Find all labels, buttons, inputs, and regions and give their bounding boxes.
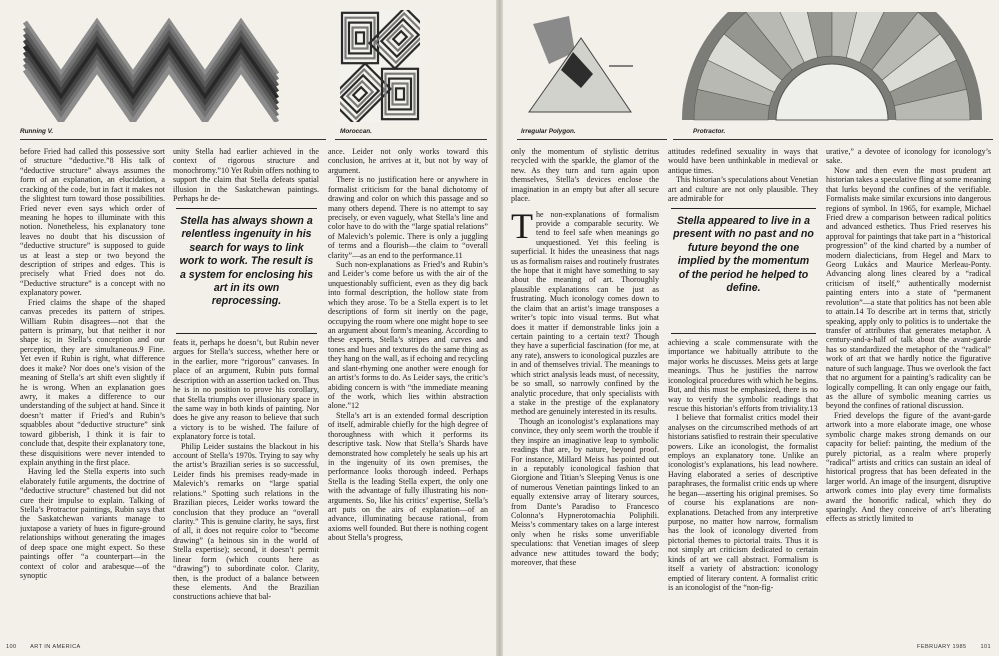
paragraph: he non-explanations of formalism provide a comparable security. We tend to feel safe when meanings go unquestioned. Yet this feeling is superficial. It hides the uneasiness that nags us as formalism raises and routinely frustrates the hope that it might have something to say about the meaning of art. Thoroughly plausible explanations can be just as frustrating. Much iconology comes down to the claim that an artist’s image transposes a writer’s topic into visual terms. But what does it matter if demonstrable links join a certain painting to a certain text? Though they have a superficial fascination (for me, at any rate), answers to iconological puzzles are in and of themselves trivial. The meanings to which strict analysis leads must, of necessity, be so small, so narrowly confined by the analytic procedure, that only specialists with a stake in the prestige of the explanatory method are genuinely interested in its results. <box>511 209 659 417</box>
paragraph: Though an iconologist’s explanations may convince, they only seem worth the trouble if they inspire an imaginative leap to symbolic readings that are, by nature, beyond proof. For instance, Millard Meiss has pointed out in a reputably iconological fashion that Giorgione and Titian’s Sleeping Venus is one of numerous Venetian paintings linked to an equally extensive array of literary sources, from Dante’s Paradiso to Francesco Colonna’s Hypnerotomachia Poliphili. Meiss’s commentary takes on a large interest only when he risks some unverifiable speculations: that Venetian images of sleep advance new attitudes toward the body; moreover, that these <box>511 416 659 568</box>
column-3 <box>328 147 488 641</box>
paragraph: ance. Leider not only works toward this conclusion, he arrives at it, but not by way of argument. <box>328 147 488 175</box>
protractor-artwork <box>673 12 991 124</box>
paragraph: Stella’s art is an extended formal description of itself, admirable chiefly for the high degree of thoroughness with which it performs its descriptive task. Now that Stella’s Shards have demonstrated how completely he seals up his art in the ingenuity of its own premises, the performance looks thorough indeed. Perhaps Stella is the leading Stella expert, the only one with the advantage of fully illustrating his non-arguments. So, like his critics’ expertise, Stella’s art puts on the airs of explanation—of an advance, illuminating because rational, from axioms well founded. But there is nothing cogent about Stella’s progress, <box>328 410 488 543</box>
magazine-title: ART IN AMERICA <box>30 644 81 650</box>
caption-rule <box>20 139 326 140</box>
drop-cap: T <box>511 205 533 246</box>
issue-date: FEBRUARY 1985 <box>917 644 967 650</box>
left-page <box>0 0 496 656</box>
paragraph: There is no justification here or anywhere in formalist criticism for the banal dichotomy of drawing and color on which this passage and so many others depend. There is no attempt to say precisely, or even vaguely, what Stella’s line and color have to do with the “large spatial relations” of Malevich’s polemic. There is only a juggling of terms and a flourish—the claim to “overall clarity”—as an end to the performance.11 <box>328 175 488 260</box>
page-number-right: 101 <box>980 644 991 650</box>
paragraph-with-drop-cap <box>511 205 659 417</box>
column-5b <box>668 338 818 641</box>
moroccan-artwork <box>340 10 420 122</box>
right-page <box>503 0 999 656</box>
paragraph: attitudes redefined sexuality in ways that would have been unthinkable in medieval or antique times. <box>668 147 818 175</box>
paragraph: urative,” a devotee of iconology for iconology’s sake. <box>826 147 991 166</box>
page-number-left: 100 <box>6 644 17 650</box>
column-2a <box>173 147 319 204</box>
pull-quote-right: Stella appeared to live in a present with no past and no future beyond the one implied by the momentum of the period he helped to define. <box>671 208 816 334</box>
paragraph: only the momentum of stylistic detritus recycled with the sparkle, the glamor of the new. As they turn and turn again upon themselves, Stella’s devices enclose the imagination in an empty but after all secure place. <box>511 147 659 204</box>
caption-moroccan: Moroccan. <box>340 128 372 135</box>
column-2b <box>173 338 319 641</box>
caption-running-v: Running V. <box>20 128 54 135</box>
paragraph: Such non-explanations as Fried’s and Rubin’s and Leider’s come before us with the air of the unquestionably sufficient, even as they dig back into formal description, the hollow state from which they arose. To be a Stella expert is to let descriptions of form sit inertly on the page, occupying the room where one might hope to see an argument about form’s meaning. According to these experts, Stella’s stripes and curves and tones and hues and textures do the same thing as they hang on the wall, as if echoing and recycling and slant-rhyming one another were enough for an artist’s forms to do. As Leider says, the critic’s abiding concern is with “the immediate meaning of the work, which lies within abstraction alone.”12 <box>328 260 488 411</box>
column-6 <box>826 147 991 641</box>
column-4 <box>511 147 659 641</box>
caption-rule <box>517 139 667 140</box>
pull-quote-left: Stella has always shown a relentless ingenuity in his search for ways to link work to work. The result is a system for enclosing his art in its own reprocessing. <box>176 208 317 334</box>
paragraph: Fried claims the shape of the shaped canvas precedes its pattern of stripes. William Rubin disagrees—not that the pattern is primary, but that neither it nor shape is; in Stella’s conception and our perception, they are simultaneous.9 Fine. Yet even if Rubin is right, what difference does it make? Nor does one’s vision of the meaning of Stella’s art shift even slightly if he is wrong. When an explanation goes awry, it makes a difference to our understanding of the subject at hand. Since it doesn’t matter if Fried’s and Rubin’s squabbles about “deductive structure” sink toward gibberish, I think it is fair to conclude that, despite their explanatory tone, these disquisitions were never intended to explain anything in the first place. <box>20 297 165 467</box>
paragraph: feats it, perhaps he doesn’t, but Rubin never argues for Stella’s success, whether here or in the earlier, more “rigorous” canvases. In place of an argument, Rubin puts formal description with an assertion tacked on. Thus he is in no position to prove his corollary, that Stella triumphs over illusionary space in the same way in both kinds of painting. Nor does he give any reason to believe that such a victory is to be wished. The failure of explanatory force is total. <box>173 338 319 442</box>
column-1 <box>20 147 165 641</box>
paragraph: Philip Leider sustains the blackout in his account of Stella’s 1970s. Trying to say why the artist’s Brazilian series is so successful, Leider finds his premises ready-made in Malevich’s remarks on “large spatial relations.” Spotting such relations in the Brazilian pieces, Leider works toward the conclusion that they produce an “overall clarity.” This is genuine clarity, he says, first of all, it does not require color to “become drawing” (a heinous sin in the world of Stella expertise); second, it doesn’t permit linear form (which counts here as “drawing”) to subordinate color. Clarity, then, is the product of a balance between these elements. And the Brazilian constructions achieve that bal- <box>173 441 319 602</box>
irregular-polygon-artwork <box>523 12 643 124</box>
paragraph: This historian’s speculations about Venetian art and culture are not only plausible. They are admirable for <box>668 175 818 204</box>
center-gutter <box>496 0 503 656</box>
paragraph: I believe that formalist critics model their analyses on the circumscribed methods of art historians satisfied to restrain their speculative powers. Like an iconologist, the formalist employs an explanatory tone. Unlike an iconologist’s explanations, his lead nowhere. Having elaborated a series of descriptive paraphrases, the formalist critic ends up where he began—asserting his original premises. So of course his explanations are non-explanations. Detached from any interpretive purpose, no matter how narrow, formalism has the look of iconology diverted from pictorial themes to pictorial traits. Thus it is not simply art criticism dedicated to certain kinds of art we call abstract. Formalism is itself a variety of abstraction: iconology emptied of literary content. A formalist critic is an iconologist of the “non-fig- <box>668 413 818 592</box>
paragraph: unity Stella had earlier achieved in the context of rigorous structure and monochromy.”10 Yet Rubin offers nothing to support the claim that Stella defeats spatial illusion in the Saskatchewan paintings. Perhaps he de- <box>173 147 319 204</box>
running-v-artwork <box>22 12 280 122</box>
paragraph: before Fried had called this possessive sort of structure “deductive.”8 His talk of “deductive structure” always assumes the form of an explanation, an elucidation, a cracking of the code, but in fact it makes not the slightest turn toward those possibilities. Fried never even says which order of meaning he hopes to illuminate with this notion. Nonetheless, his explanatory tone leaves no doubt that his discussion of “deductive structure” is supposed to guide us at least a step or two beyond the description of stripes and edges. This is precisely what Fried does not do. “Deductive structure” is a concept with no explanatory power. <box>20 147 165 298</box>
paragraph: Now and then even the most prudent art historian takes a speculative fling at some meaning that lurks beyond the confines of the verifiable. Formalists make similar excursions into dangerous regions of symbol. In 1965, for example, Michael Fried drew a comparison between radical politics and advanced esthetics. Thus Fried reserves his approval for paintings that take part in a “historical progression” of the kind charted by a number of modern dialecticians, from Hegel and Marx to Georg Lukács and Maurice Merleau-Ponty. Advancing along lines cleared by a “radical criticism of itself,” authentically modernist painting enters into a state of “permanent revolution”—a state that politics has not been able to attain.14 To describe art in terms that, strictly speaking, apply only to politics is to undertake the transfer of attributes that generates metaphor. A century-and-a-half of talk about the avant-garde has so standardized the metaphor of the “radical” work of art that we hardly notice the figurative nature of such language. Thus we overlook the fact that no argument for a painting’s radicality can be logically compelling. It can only engage our faith, as the allure of symbolic meaning carries us beyond the confines of rational discussion. <box>826 165 991 411</box>
column-5a <box>668 147 818 204</box>
paragraph: Fried develops the figure of the avant-garde artwork into a more elaborate image, one whose symbolic charge makes strong demands on our capacity for belief: painting, the medium of the purely pictorial, as a realm where properly “radical” artists and critics can sustain an ideal of historical progress that has been defeated in the larger world. An image of the insurgent, disruptive artwork comes into play every time formalists award the honorific radical, which they do sparingly. And they conceive of art’s liberating effects as strictly limited to <box>826 410 991 524</box>
caption-rule <box>335 139 487 140</box>
paragraph: Having led the Stella experts into such elaborately futile arguments, the doctrine of “deductive structure” chastened but did not cure their impulse to explain. Talking of Stella’s Protractor paintings, Rubin says that the Saskatchewan variants manage to juxtapose a variety of hues in figure-ground relationships without generating the images of deep space one might expect. So these paintings offer “a counterpart—in the context of color and arabesque—of the synoptic <box>20 467 165 580</box>
caption-rule <box>673 139 993 140</box>
caption-irregular-polygon: Irregular Polygon. <box>521 128 576 135</box>
paragraph: achieving a scale commensurate with the importance we habitually attribute to the major works he discusses. Meiss gets at large meanings. Thus he justifies the narrow iconological procedures with which he begins. But, and this must be emphasized, there is no way to verify the symbolic readings that rescue this historian’s efforts from triviality.13 <box>668 338 818 413</box>
caption-protractor: Protractor. <box>693 128 726 135</box>
